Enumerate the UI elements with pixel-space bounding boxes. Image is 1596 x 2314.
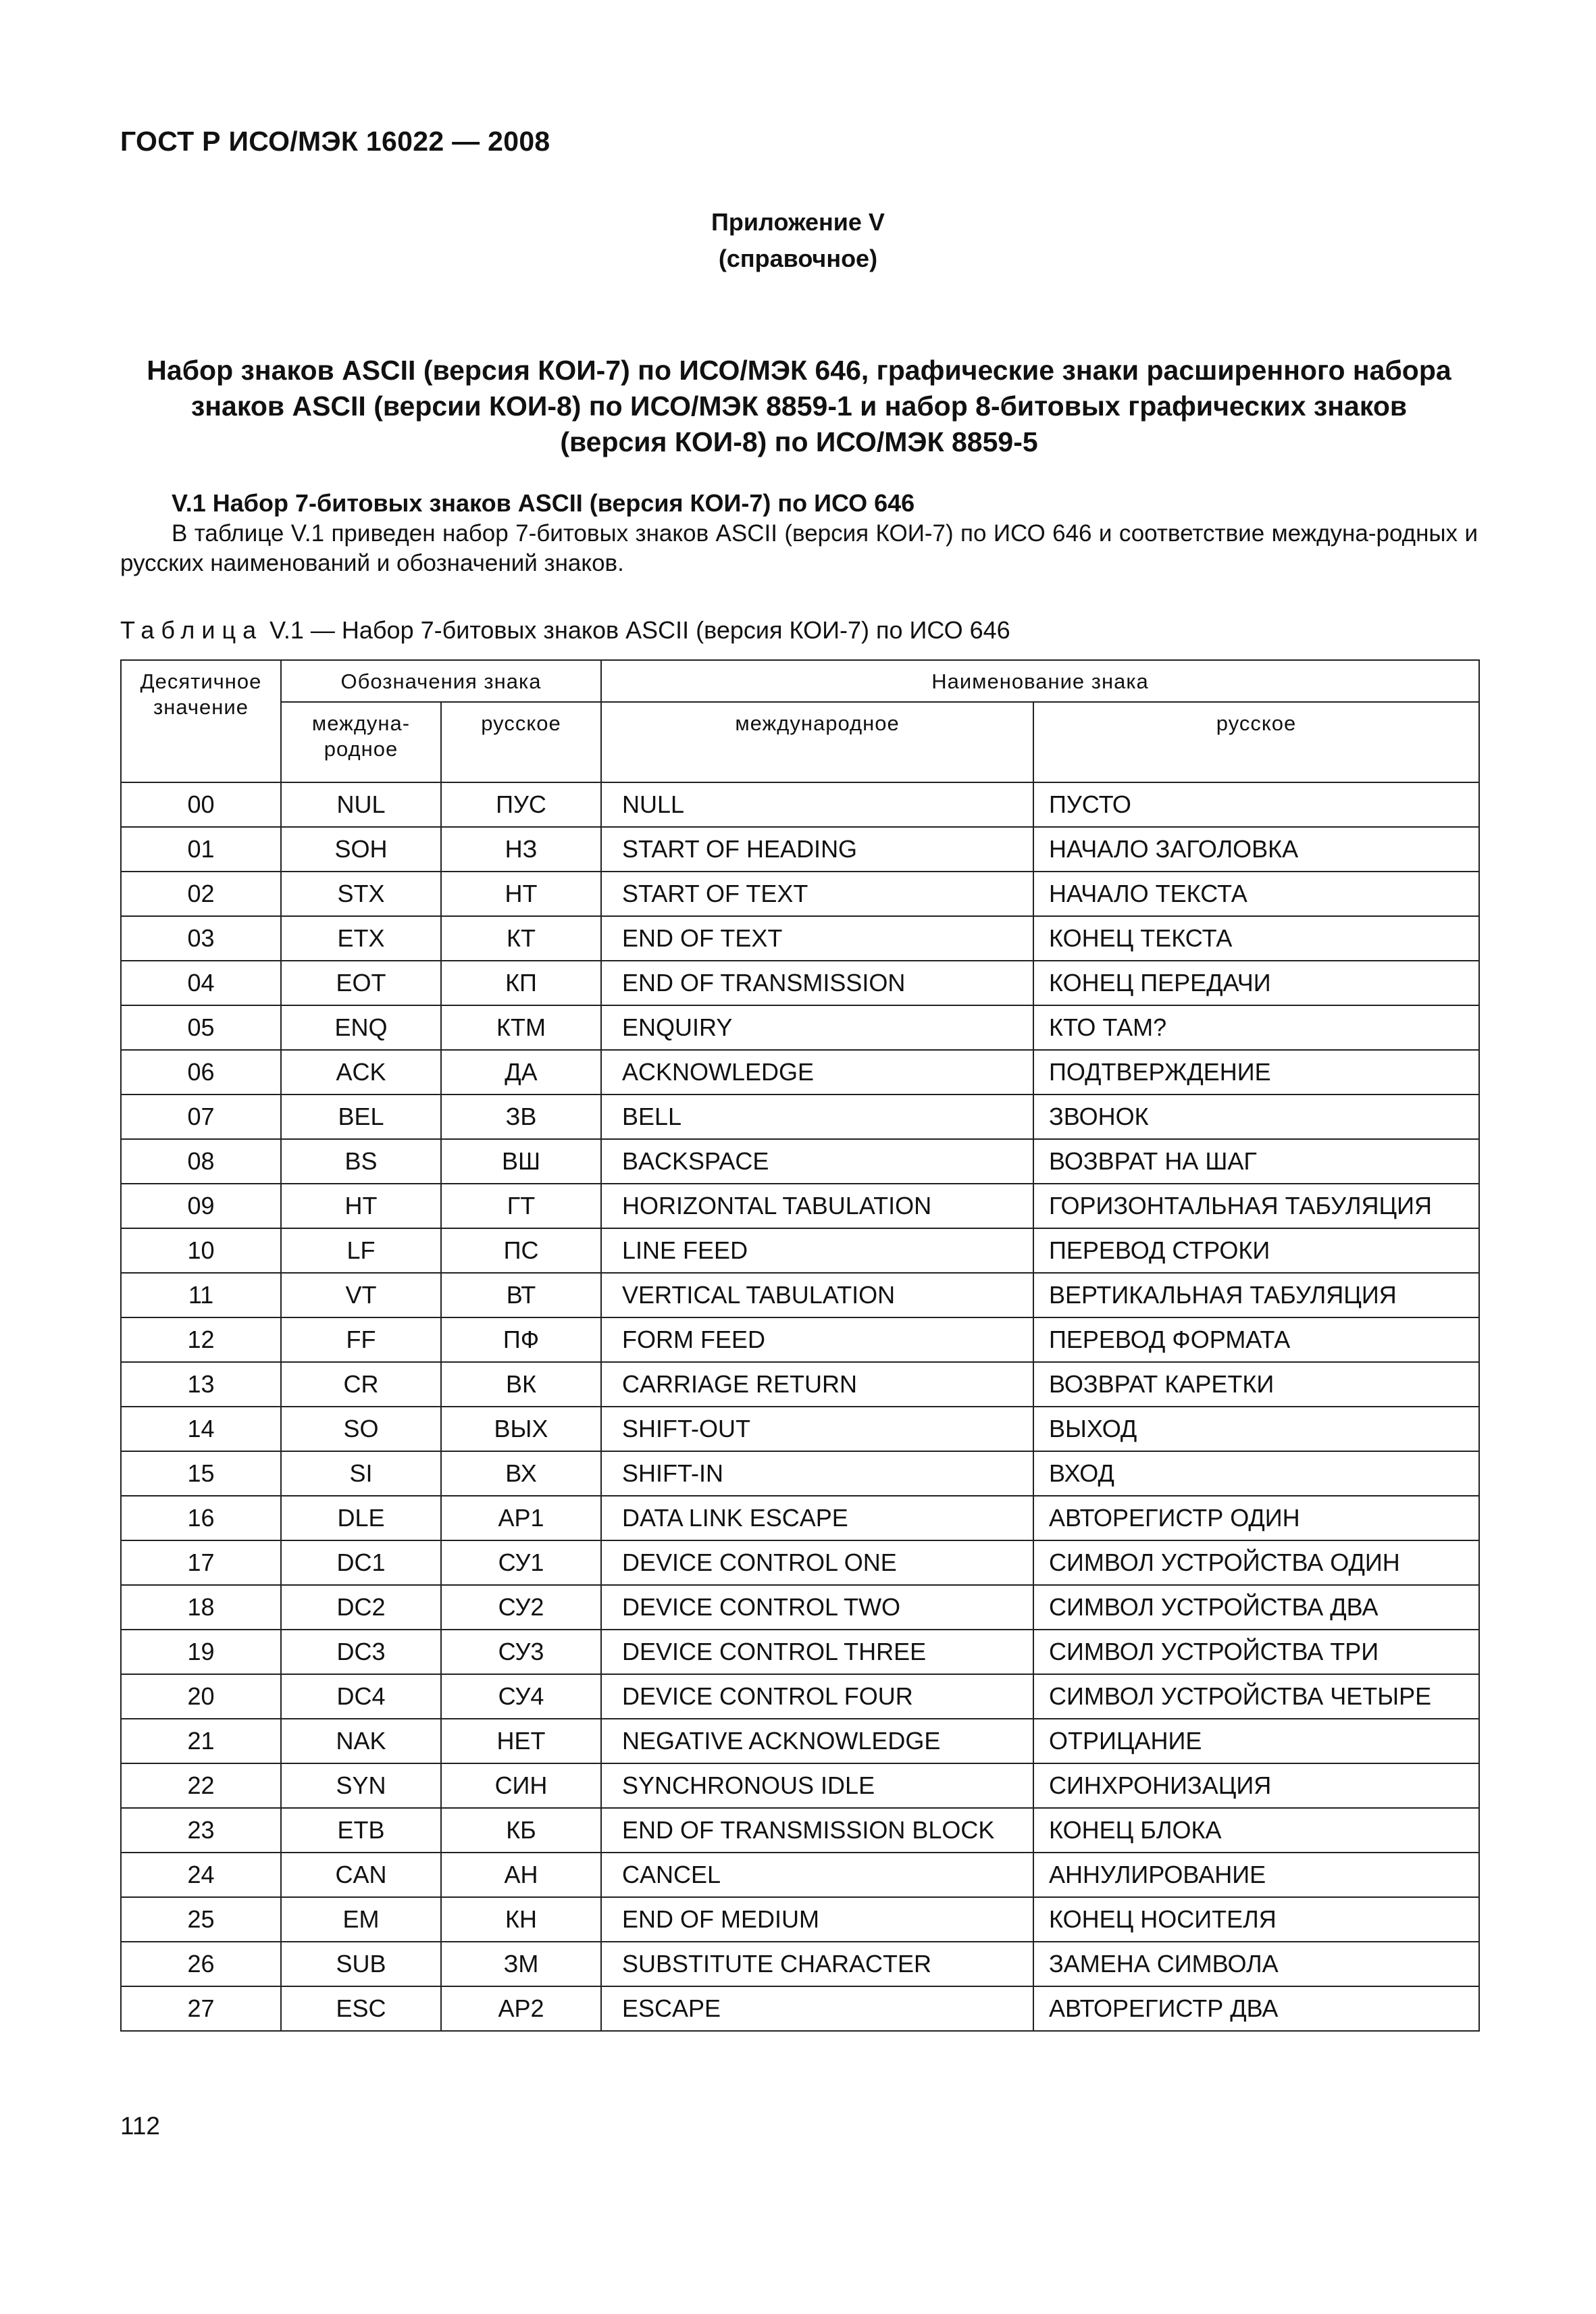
header-name-international: международное bbox=[601, 702, 1033, 778]
cell-decimal: 25 bbox=[121, 1897, 281, 1942]
cell-name-international: DEVICE CONTROL FOUR bbox=[601, 1674, 1033, 1719]
cell-code-russian: КТМ bbox=[441, 1005, 601, 1050]
cell-name-international: SUBSTITUTE CHARACTER bbox=[601, 1942, 1033, 1986]
cell-code-international: DLE bbox=[281, 1496, 441, 1540]
cell-name-international: NEGATIVE ACKNOWLEDGE bbox=[601, 1719, 1033, 1763]
cell-decimal: 16 bbox=[121, 1496, 281, 1540]
cell-name-russian: КОНЕЦ НОСИТЕЛЯ bbox=[1033, 1897, 1479, 1942]
cell-name-international: DEVICE CONTROL ONE bbox=[601, 1540, 1033, 1585]
cell-code-international: SUB bbox=[281, 1942, 441, 1986]
table-row bbox=[121, 1897, 1479, 1942]
table-row bbox=[121, 1496, 1479, 1540]
cell-name-russian: СИМВОЛ УСТРОЙСТВА ДВА bbox=[1033, 1585, 1479, 1630]
cell-code-international: DC1 bbox=[281, 1540, 441, 1585]
cell-decimal: 05 bbox=[121, 1005, 281, 1050]
annex-title-line: знаков ASCII (версии КОИ-8) по ИСО/МЭК 8859-1 и набор 8-битовых графических знаков bbox=[190, 391, 1408, 422]
cell-code-russian: ВШ bbox=[441, 1139, 601, 1184]
cell-name-international: LINE FEED bbox=[601, 1228, 1033, 1273]
header-designation: Обозначения знака bbox=[281, 660, 601, 702]
ascii-table bbox=[120, 659, 1480, 2032]
cell-name-russian: ПУСТО bbox=[1033, 782, 1479, 827]
cell-code-international: SYN bbox=[281, 1763, 441, 1808]
cell-name-russian: ВЫХОД bbox=[1033, 1407, 1479, 1451]
cell-code-international: SO bbox=[281, 1407, 441, 1451]
cell-name-international: START OF HEADING bbox=[601, 827, 1033, 872]
cell-name-international: ESCAPE bbox=[601, 1986, 1033, 2031]
table-row bbox=[121, 1005, 1479, 1050]
cell-code-international: SI bbox=[281, 1451, 441, 1496]
cell-name-russian: СИНХРОНИЗАЦИЯ bbox=[1033, 1763, 1479, 1808]
cell-code-russian: НТ bbox=[441, 872, 601, 916]
table-body bbox=[121, 778, 1479, 2031]
cell-name-russian: ВОЗВРАТ НА ШАГ bbox=[1033, 1139, 1479, 1184]
cell-decimal: 26 bbox=[121, 1942, 281, 1986]
page-number: 112 bbox=[120, 2112, 160, 2140]
table-subheader-row bbox=[121, 702, 1479, 778]
cell-name-international: SYNCHRONOUS IDLE bbox=[601, 1763, 1033, 1808]
table-row bbox=[121, 1362, 1479, 1407]
cell-code-russian: АН bbox=[441, 1853, 601, 1897]
cell-name-russian: КТО ТАМ? bbox=[1033, 1005, 1479, 1050]
cell-decimal: 09 bbox=[121, 1184, 281, 1228]
cell-name-international: VERTICAL TABULATION bbox=[601, 1273, 1033, 1317]
cell-code-international: CAN bbox=[281, 1853, 441, 1897]
cell-name-russian: КОНЕЦ ТЕКСТА bbox=[1033, 916, 1479, 961]
cell-code-russian: ЗМ bbox=[441, 1942, 601, 1986]
annex-title-line: (версия КОИ-8) по ИСО/МЭК 8859-5 bbox=[560, 426, 1038, 457]
cell-name-russian: КОНЕЦ ПЕРЕДАЧИ bbox=[1033, 961, 1479, 1005]
table-row bbox=[121, 1853, 1479, 1897]
cell-code-international: NUL bbox=[281, 782, 441, 827]
table-row bbox=[121, 1674, 1479, 1719]
cell-name-international: END OF TRANSMISSION bbox=[601, 961, 1033, 1005]
cell-decimal: 19 bbox=[121, 1630, 281, 1674]
cell-name-international: CARRIAGE RETURN bbox=[601, 1362, 1033, 1407]
table-row bbox=[121, 1585, 1479, 1630]
cell-code-russian: КН bbox=[441, 1897, 601, 1942]
cell-name-russian: АННУЛИРОВАНИЕ bbox=[1033, 1853, 1479, 1897]
cell-name-russian: СИМВОЛ УСТРОЙСТВА ТРИ bbox=[1033, 1630, 1479, 1674]
table-row bbox=[121, 1184, 1479, 1228]
cell-name-russian: СИМВОЛ УСТРОЙСТВА ОДИН bbox=[1033, 1540, 1479, 1585]
cell-code-russian: КБ bbox=[441, 1808, 601, 1853]
table-row bbox=[121, 782, 1479, 827]
table-caption-text: V.1 — Набор 7-битовых знаков ASCII (версия КОИ-7) по ИСО 646 bbox=[269, 616, 1010, 644]
cell-code-international: ETX bbox=[281, 916, 441, 961]
table-row bbox=[121, 1139, 1479, 1184]
cell-decimal: 20 bbox=[121, 1674, 281, 1719]
table-row bbox=[121, 872, 1479, 916]
cell-code-russian: СИН bbox=[441, 1763, 601, 1808]
cell-code-international: DC3 bbox=[281, 1630, 441, 1674]
cell-name-international: ENQUIRY bbox=[601, 1005, 1033, 1050]
cell-decimal: 14 bbox=[121, 1407, 281, 1451]
cell-decimal: 17 bbox=[121, 1540, 281, 1585]
annex-status: (справочное) bbox=[718, 245, 878, 272]
cell-code-international: SOH bbox=[281, 827, 441, 872]
table-row bbox=[121, 916, 1479, 961]
cell-decimal: 15 bbox=[121, 1451, 281, 1496]
header-designation-international: междуна-родное bbox=[281, 702, 441, 778]
cell-code-international: LF bbox=[281, 1228, 441, 1273]
cell-code-russian: АР2 bbox=[441, 1986, 601, 2031]
cell-decimal: 27 bbox=[121, 1986, 281, 2031]
standard-header: ГОСТ Р ИСО/МЭК 16022 — 2008 bbox=[120, 126, 550, 157]
cell-code-international: DC2 bbox=[281, 1585, 441, 1630]
cell-code-international: STX bbox=[281, 872, 441, 916]
cell-name-russian: КОНЕЦ БЛОКА bbox=[1033, 1808, 1479, 1853]
cell-code-international: ENQ bbox=[281, 1005, 441, 1050]
annex-title bbox=[120, 353, 1478, 460]
cell-decimal: 01 bbox=[121, 827, 281, 872]
cell-code-international: NAK bbox=[281, 1719, 441, 1763]
cell-name-international: NULL bbox=[601, 782, 1033, 827]
cell-code-international: EOT bbox=[281, 961, 441, 1005]
cell-code-russian: НЕТ bbox=[441, 1719, 601, 1763]
cell-name-international: START OF TEXT bbox=[601, 872, 1033, 916]
table-row bbox=[121, 827, 1479, 872]
table-row bbox=[121, 1719, 1479, 1763]
table-row bbox=[121, 1763, 1479, 1808]
header-name: Наименование знака bbox=[601, 660, 1479, 702]
table-row bbox=[121, 1050, 1479, 1095]
cell-decimal: 12 bbox=[121, 1317, 281, 1362]
table-header-row bbox=[121, 660, 1479, 702]
cell-code-russian: НЗ bbox=[441, 827, 601, 872]
cell-name-international: HORIZONTAL TABULATION bbox=[601, 1184, 1033, 1228]
cell-code-international: DC4 bbox=[281, 1674, 441, 1719]
cell-code-russian: КТ bbox=[441, 916, 601, 961]
cell-code-russian: СУ2 bbox=[441, 1585, 601, 1630]
cell-name-international: DATA LINK ESCAPE bbox=[601, 1496, 1033, 1540]
cell-name-international: END OF TRANSMISSION BLOCK bbox=[601, 1808, 1033, 1853]
table-row bbox=[121, 1273, 1479, 1317]
cell-name-international: END OF MEDIUM bbox=[601, 1897, 1033, 1942]
cell-name-international: BELL bbox=[601, 1095, 1033, 1139]
cell-code-international: ESC bbox=[281, 1986, 441, 2031]
cell-code-russian: ПФ bbox=[441, 1317, 601, 1362]
cell-decimal: 22 bbox=[121, 1763, 281, 1808]
table-row bbox=[121, 961, 1479, 1005]
cell-name-russian: НАЧАЛО ЗАГОЛОВКА bbox=[1033, 827, 1479, 872]
cell-name-russian: ВХОД bbox=[1033, 1451, 1479, 1496]
table-row bbox=[121, 1630, 1479, 1674]
cell-decimal: 04 bbox=[121, 961, 281, 1005]
table-row bbox=[121, 1095, 1479, 1139]
cell-code-international: BEL bbox=[281, 1095, 441, 1139]
cell-code-russian: ЗВ bbox=[441, 1095, 601, 1139]
cell-code-international: BS bbox=[281, 1139, 441, 1184]
cell-name-international: DEVICE CONTROL THREE bbox=[601, 1630, 1033, 1674]
cell-decimal: 18 bbox=[121, 1585, 281, 1630]
cell-decimal: 08 bbox=[121, 1139, 281, 1184]
table-row bbox=[121, 1317, 1479, 1362]
cell-decimal: 10 bbox=[121, 1228, 281, 1273]
annex-label-block bbox=[0, 204, 1596, 277]
cell-code-russian: КП bbox=[441, 961, 601, 1005]
cell-decimal: 06 bbox=[121, 1050, 281, 1095]
cell-name-russian: ЗВОНОК bbox=[1033, 1095, 1479, 1139]
table-row bbox=[121, 1986, 1479, 2031]
cell-name-international: SHIFT-OUT bbox=[601, 1407, 1033, 1451]
cell-name-international: CANCEL bbox=[601, 1853, 1033, 1897]
table-row bbox=[121, 1808, 1479, 1853]
cell-name-russian: ВЕРТИКАЛЬНАЯ ТАБУЛЯЦИЯ bbox=[1033, 1273, 1479, 1317]
cell-code-international: CR bbox=[281, 1362, 441, 1407]
cell-decimal: 23 bbox=[121, 1808, 281, 1853]
section-heading: V.1 Набор 7-битовых знаков ASCII (версия КОИ-7) по ИСО 646 bbox=[172, 489, 915, 517]
cell-name-international: ACKNOWLEDGE bbox=[601, 1050, 1033, 1095]
cell-code-russian: АР1 bbox=[441, 1496, 601, 1540]
cell-code-russian: ПС bbox=[441, 1228, 601, 1273]
cell-decimal: 13 bbox=[121, 1362, 281, 1407]
cell-code-russian: ВК bbox=[441, 1362, 601, 1407]
table-row bbox=[121, 1942, 1479, 1986]
cell-code-international: ACK bbox=[281, 1050, 441, 1095]
cell-code-russian: СУ1 bbox=[441, 1540, 601, 1585]
cell-code-russian: ДА bbox=[441, 1050, 601, 1095]
cell-name-international: SHIFT-IN bbox=[601, 1451, 1033, 1496]
cell-code-russian: ВХ bbox=[441, 1451, 601, 1496]
cell-name-international: END OF TEXT bbox=[601, 916, 1033, 961]
cell-code-russian: ВТ bbox=[441, 1273, 601, 1317]
header-designation-russian: русское bbox=[441, 702, 601, 778]
annex-label: Приложение V bbox=[711, 208, 885, 236]
cell-name-russian: ПЕРЕВОД СТРОКИ bbox=[1033, 1228, 1479, 1273]
cell-name-russian: АВТОРЕГИСТР ОДИН bbox=[1033, 1496, 1479, 1540]
cell-decimal: 24 bbox=[121, 1853, 281, 1897]
cell-code-international: EM bbox=[281, 1897, 441, 1942]
cell-name-international: DEVICE CONTROL TWO bbox=[601, 1585, 1033, 1630]
header-name-russian: русское bbox=[1033, 702, 1479, 778]
cell-decimal: 03 bbox=[121, 916, 281, 961]
cell-decimal: 00 bbox=[121, 782, 281, 827]
cell-code-russian: СУ3 bbox=[441, 1630, 601, 1674]
section-paragraph: В таблице V.1 приведен набор 7-битовых знаков ASCII (версия КОИ-7) по ИСО 646 и соответствие междуна-родных и русских наименований и обозначений знаков. bbox=[120, 520, 1478, 576]
cell-name-russian: ЗАМЕНА СИМВОЛА bbox=[1033, 1942, 1479, 1986]
table-caption bbox=[120, 616, 1010, 645]
cell-code-russian: ВЫХ bbox=[441, 1407, 601, 1451]
cell-code-russian: ПУС bbox=[441, 782, 601, 827]
cell-decimal: 02 bbox=[121, 872, 281, 916]
cell-name-russian: ВОЗВРАТ КАРЕТКИ bbox=[1033, 1362, 1479, 1407]
cell-decimal: 07 bbox=[121, 1095, 281, 1139]
table-caption-label: Таблица bbox=[120, 616, 263, 644]
cell-name-russian: ОТРИЦАНИЕ bbox=[1033, 1719, 1479, 1763]
cell-code-international: FF bbox=[281, 1317, 441, 1362]
table-row bbox=[121, 1407, 1479, 1451]
cell-code-international: VT bbox=[281, 1273, 441, 1317]
cell-decimal: 11 bbox=[121, 1273, 281, 1317]
cell-name-russian: АВТОРЕГИСТР ДВА bbox=[1033, 1986, 1479, 2031]
cell-name-russian: СИМВОЛ УСТРОЙСТВА ЧЕТЫРЕ bbox=[1033, 1674, 1479, 1719]
cell-code-russian: СУ4 bbox=[441, 1674, 601, 1719]
cell-name-international: FORM FEED bbox=[601, 1317, 1033, 1362]
annex-title-line: Набор знаков ASCII (версия КОИ-7) по ИСО/МЭК 646, графические знаки расширенного набора bbox=[147, 355, 1451, 386]
cell-name-russian: ПОДТВЕРЖДЕНИЕ bbox=[1033, 1050, 1479, 1095]
cell-name-russian: ГОРИЗОНТАЛЬНАЯ ТАБУЛЯЦИЯ bbox=[1033, 1184, 1479, 1228]
cell-code-international: HT bbox=[281, 1184, 441, 1228]
table-row bbox=[121, 1540, 1479, 1585]
header-decimal: Десятичное значение bbox=[121, 660, 281, 778]
cell-decimal: 21 bbox=[121, 1719, 281, 1763]
cell-code-russian: ГТ bbox=[441, 1184, 601, 1228]
table-row bbox=[121, 1228, 1479, 1273]
cell-code-international: ETB bbox=[281, 1808, 441, 1853]
cell-name-russian: НАЧАЛО ТЕКСТА bbox=[1033, 872, 1479, 916]
table-row bbox=[121, 1451, 1479, 1496]
cell-name-russian: ПЕРЕВОД ФОРМАТА bbox=[1033, 1317, 1479, 1362]
cell-name-international: BACKSPACE bbox=[601, 1139, 1033, 1184]
